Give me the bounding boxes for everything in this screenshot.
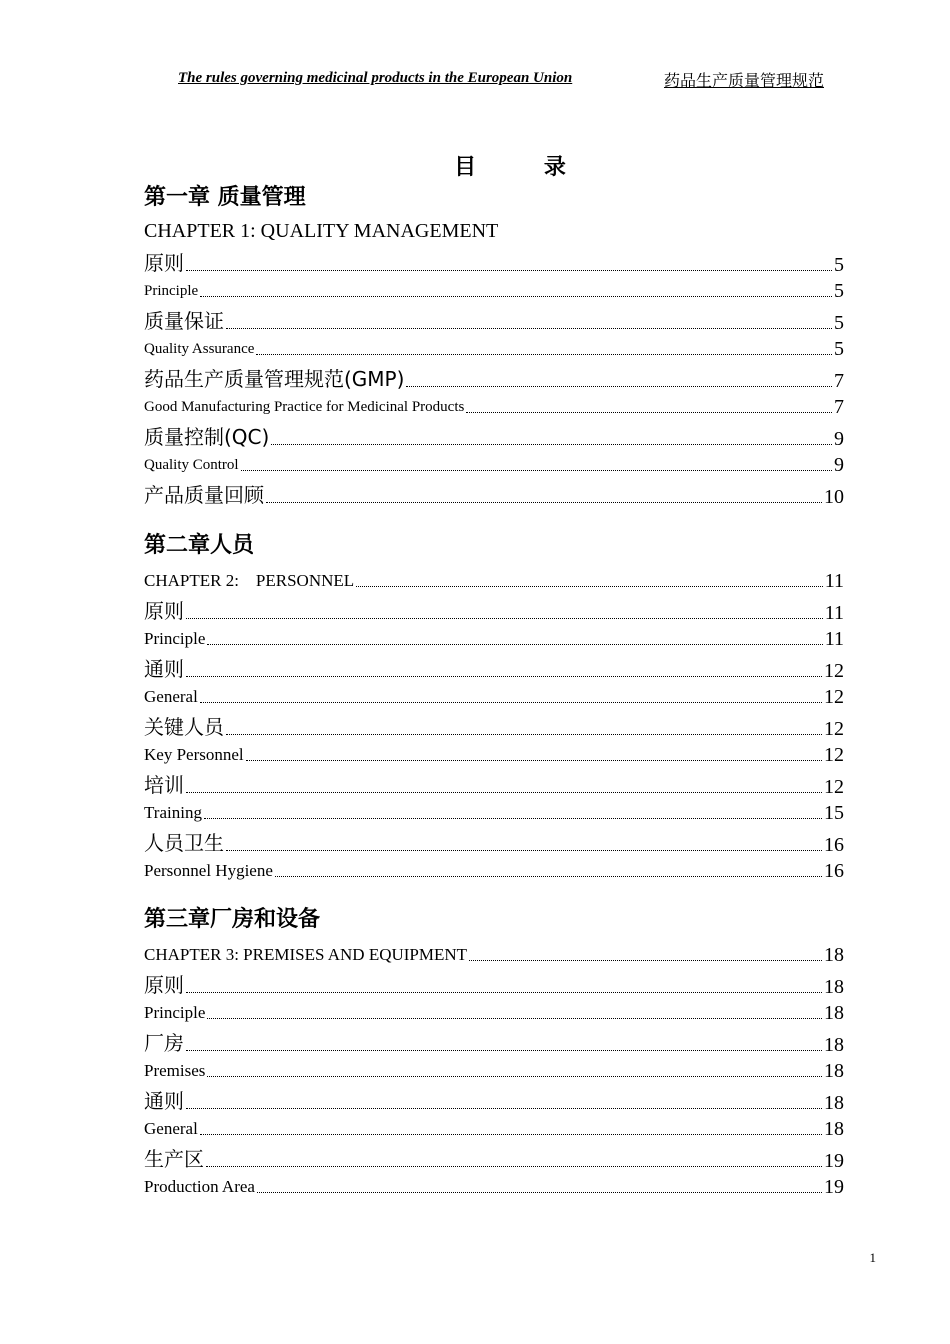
toc-entry-label: 厂房	[144, 1031, 184, 1055]
toc-page-number: 18	[824, 1118, 844, 1140]
toc-page-number: 10	[824, 486, 844, 508]
toc-entry[interactable]	[144, 476, 844, 508]
toc-page-number: 12	[824, 660, 844, 682]
dot-leader	[275, 875, 822, 877]
toc-page-number: 7	[834, 370, 844, 392]
toc-entry[interactable]	[144, 998, 844, 1024]
toc-page-number: 12	[824, 718, 844, 740]
header-english-title: The rules governing medicinal products in the European Union	[178, 70, 573, 86]
toc-page-number: 15	[824, 802, 844, 824]
toc-entry[interactable]	[144, 856, 844, 882]
toc-entry[interactable]	[144, 334, 844, 360]
toc-page-number: 5	[834, 338, 844, 360]
toc-page-number: 11	[824, 602, 844, 624]
toc-page-number: 5	[834, 254, 844, 276]
toc-entry-label: Principle	[144, 629, 206, 648]
dot-leader	[204, 817, 822, 819]
toc-entry-label: 关键人员	[144, 715, 224, 739]
toc-entry[interactable]	[144, 360, 844, 392]
toc-entry[interactable]	[144, 1140, 844, 1172]
toc-entry[interactable]	[144, 624, 844, 650]
toc-entry-label: 通则	[144, 1089, 184, 1113]
toc-entry-label: Premises	[144, 1061, 206, 1080]
toc-page-number: 18	[824, 976, 844, 998]
toc-entry[interactable]	[144, 766, 844, 798]
dot-leader	[186, 1107, 822, 1109]
toc-entry-label: Good Manufacturing Practice for Medicinal Products	[144, 399, 465, 415]
dot-leader	[186, 1049, 822, 1051]
toc-page-number: 11	[824, 628, 844, 650]
toc-entry-label: 人员卫生	[144, 831, 224, 855]
toc-page-number: 12	[824, 744, 844, 766]
toc-page-number: 9	[834, 454, 844, 476]
toc-entry[interactable]	[144, 592, 844, 624]
toc-page-number: 18	[824, 944, 844, 966]
dot-leader	[200, 1133, 822, 1135]
table-of-contents	[144, 178, 844, 1198]
dot-leader	[256, 353, 832, 355]
toc-title: 目 录	[454, 155, 566, 180]
dot-leader	[226, 849, 822, 851]
toc-page-number: 18	[824, 1034, 844, 1056]
toc-page-number: 16	[824, 834, 844, 856]
toc-entry-chapter-2[interactable]	[144, 566, 844, 592]
dot-leader	[271, 443, 832, 445]
toc-entry[interactable]	[144, 276, 844, 302]
toc-entry-label: Personnel Hygiene	[144, 861, 273, 880]
dot-leader	[186, 617, 823, 619]
chapter-1-cn-heading: 第一章 质量管理	[144, 185, 306, 210]
toc-entry[interactable]	[144, 682, 844, 708]
toc-entry-label: 培训	[144, 773, 184, 797]
toc-page-number: 12	[824, 686, 844, 708]
dot-leader	[241, 469, 832, 471]
toc-entry-label: Quality Control	[144, 457, 239, 473]
toc-entry-label: 通则	[144, 657, 184, 681]
dot-leader	[246, 759, 822, 761]
dot-leader	[186, 791, 822, 793]
toc-page-number: 12	[824, 776, 844, 798]
toc-entry[interactable]	[144, 824, 844, 856]
toc-entry-label: 药品生产质量管理规范(GMP)	[144, 367, 405, 391]
toc-page-number: 16	[824, 860, 844, 882]
toc-entry[interactable]	[144, 450, 844, 476]
header-chinese-title: 药品生产质量管理规范	[663, 71, 824, 90]
dot-leader	[226, 327, 832, 329]
page-number: 1	[869, 1250, 876, 1265]
dot-leader	[466, 411, 832, 413]
toc-entry-label: Training	[144, 803, 202, 822]
toc-page-number: 9	[834, 428, 844, 450]
toc-page-number: 19	[824, 1176, 844, 1198]
toc-page-number: 7	[834, 396, 844, 418]
toc-entry[interactable]	[144, 302, 844, 334]
toc-page-number: 18	[824, 1060, 844, 1082]
dot-leader	[207, 1075, 822, 1077]
toc-entry-label: Key Personnel	[144, 745, 244, 764]
dot-leader	[186, 991, 822, 993]
chapter-1-en-heading: CHAPTER 1: QUALITY MANAGEMENT	[144, 220, 499, 242]
toc-entry[interactable]	[144, 1024, 844, 1056]
dot-leader	[186, 269, 832, 271]
dot-leader	[200, 295, 832, 297]
toc-entry[interactable]	[144, 966, 844, 998]
toc-page-number: 11	[824, 570, 844, 592]
toc-entry-label: 原则	[144, 973, 184, 997]
dot-leader	[406, 385, 832, 387]
dot-leader	[469, 959, 822, 961]
toc-entry-label: General	[144, 687, 198, 706]
toc-entry[interactable]	[144, 1172, 844, 1198]
toc-entry-label: 原则	[144, 599, 184, 623]
toc-entry[interactable]	[144, 798, 844, 824]
toc-entry-label: 质量保证	[144, 309, 224, 333]
toc-entry-label: Quality Assurance	[144, 341, 255, 357]
toc-entry-label: 原则	[144, 251, 184, 275]
dot-leader	[200, 701, 822, 703]
toc-page-number: 5	[834, 280, 844, 302]
dot-leader	[257, 1191, 822, 1193]
toc-entry-label: 产品质量回顾	[144, 483, 264, 507]
chapter-2-cn-heading: 第二章人员	[144, 533, 255, 558]
toc-page-number: 18	[824, 1092, 844, 1114]
toc-entry[interactable]	[144, 1082, 844, 1114]
toc-page-number: 5	[834, 312, 844, 334]
toc-entry[interactable]	[144, 1114, 844, 1140]
toc-entry-label: 生产区	[144, 1147, 204, 1171]
dot-leader	[266, 501, 822, 503]
toc-entry-label: 质量控制(QC)	[144, 425, 270, 449]
toc-entry-label: General	[144, 1119, 198, 1138]
toc-entry-label: Principle	[144, 1003, 206, 1022]
toc-entry[interactable]	[144, 418, 844, 450]
dot-leader	[207, 643, 822, 645]
dot-leader	[206, 1165, 822, 1167]
dot-leader	[226, 733, 822, 735]
toc-page-number: 18	[824, 1002, 844, 1024]
chapter-3-cn-heading: 第三章厂房和设备	[144, 907, 321, 932]
toc-entry[interactable]	[144, 708, 844, 740]
dot-leader	[356, 585, 823, 587]
toc-page-number: 19	[824, 1150, 844, 1172]
toc-entry[interactable]	[144, 1056, 844, 1082]
running-header	[178, 68, 828, 90]
toc-entry[interactable]	[144, 244, 844, 276]
dot-leader	[207, 1017, 822, 1019]
toc-entry[interactable]	[144, 740, 844, 766]
toc-entry-label: CHAPTER 2: PERSONNEL	[144, 571, 355, 590]
dot-leader	[186, 675, 822, 677]
toc-entry-label: Principle	[144, 283, 199, 299]
toc-entry[interactable]	[144, 650, 844, 682]
toc-entry-label: Production Area	[144, 1177, 255, 1196]
toc-entry[interactable]	[144, 392, 844, 418]
toc-entry-chapter-3[interactable]	[144, 940, 844, 966]
toc-entry-label: CHAPTER 3: PREMISES AND EQUIPMENT	[144, 945, 468, 964]
